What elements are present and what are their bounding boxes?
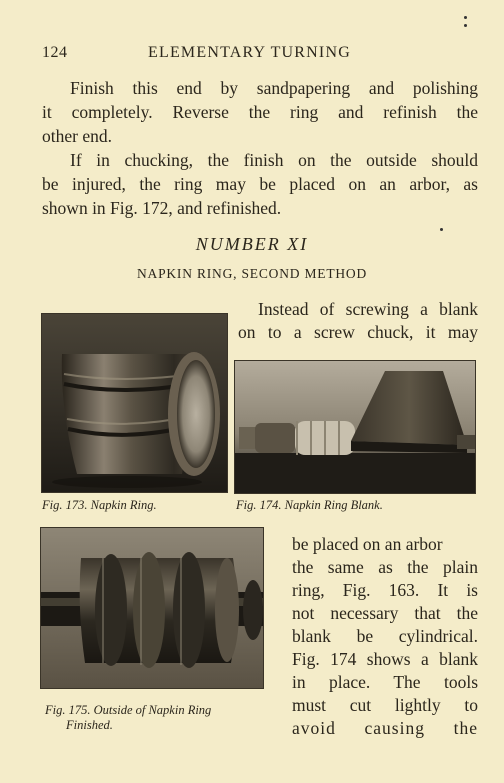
right-lower-line-3: ring, Fig. 163. It is [292, 580, 478, 600]
paragraph-2-line-2: be injured, the ring may be placed on an arbor, as [42, 174, 478, 194]
right-lower-line-7: in place. The tools [292, 672, 478, 692]
napkin-ring-illustration [42, 314, 227, 492]
napkin-ring-blank-illustration [235, 361, 475, 493]
figure-173-napkin-ring [41, 313, 228, 493]
right-lower-line-5: blank be cylindrical. [292, 626, 478, 646]
page-speck [464, 24, 467, 27]
napkin-ring-finished-illustration [41, 528, 263, 688]
right-text-line-2: on to a screw chuck, it may [238, 322, 478, 342]
figure-175-caption-line-1: Fig. 175. Outside of Napkin Ring [45, 703, 212, 717]
paragraph-2-line-3: shown in Fig. 172, and refinished. [42, 198, 282, 218]
running-title: ELEMENTARY TURNING [148, 44, 351, 61]
paragraph-2-line-1: If in chucking, the finish on the outside should [70, 150, 478, 170]
right-lower-line-4: not necessary that the [292, 603, 478, 623]
paragraph-1-line-1: Finish this end by sandpapering and polishing [70, 78, 478, 98]
page-speck [440, 228, 443, 231]
right-text-line-1: Instead of screwing a blank [258, 299, 478, 319]
figure-175-caption-line-2: Finished. [66, 718, 113, 732]
paragraph-1-line-3: other end. [42, 126, 112, 146]
section-title: NUMBER XI [195, 234, 309, 254]
right-lower-line-1: be placed on an arbor [292, 534, 443, 554]
figure-174-caption: Fig. 174. Napkin Ring Blank. [236, 498, 383, 512]
figure-174-napkin-ring-blank [234, 360, 476, 494]
right-lower-line-6: Fig. 174 shows a blank [292, 649, 478, 669]
paragraph-1-line-2: it completely. Reverse the ring and refinish the [42, 102, 478, 122]
section-subtitle: NAPKIN RING, SECOND METHOD [136, 266, 368, 281]
page-number: 124 [42, 44, 68, 61]
figure-175-napkin-ring-finished [40, 527, 264, 689]
figure-173-caption: Fig. 173. Napkin Ring. [42, 498, 157, 512]
page-speck [464, 16, 467, 19]
right-lower-line-2: the same as the plain [292, 557, 478, 577]
right-lower-line-9: avoid causing the [292, 718, 478, 738]
right-lower-line-8: must cut lightly to [292, 695, 478, 715]
